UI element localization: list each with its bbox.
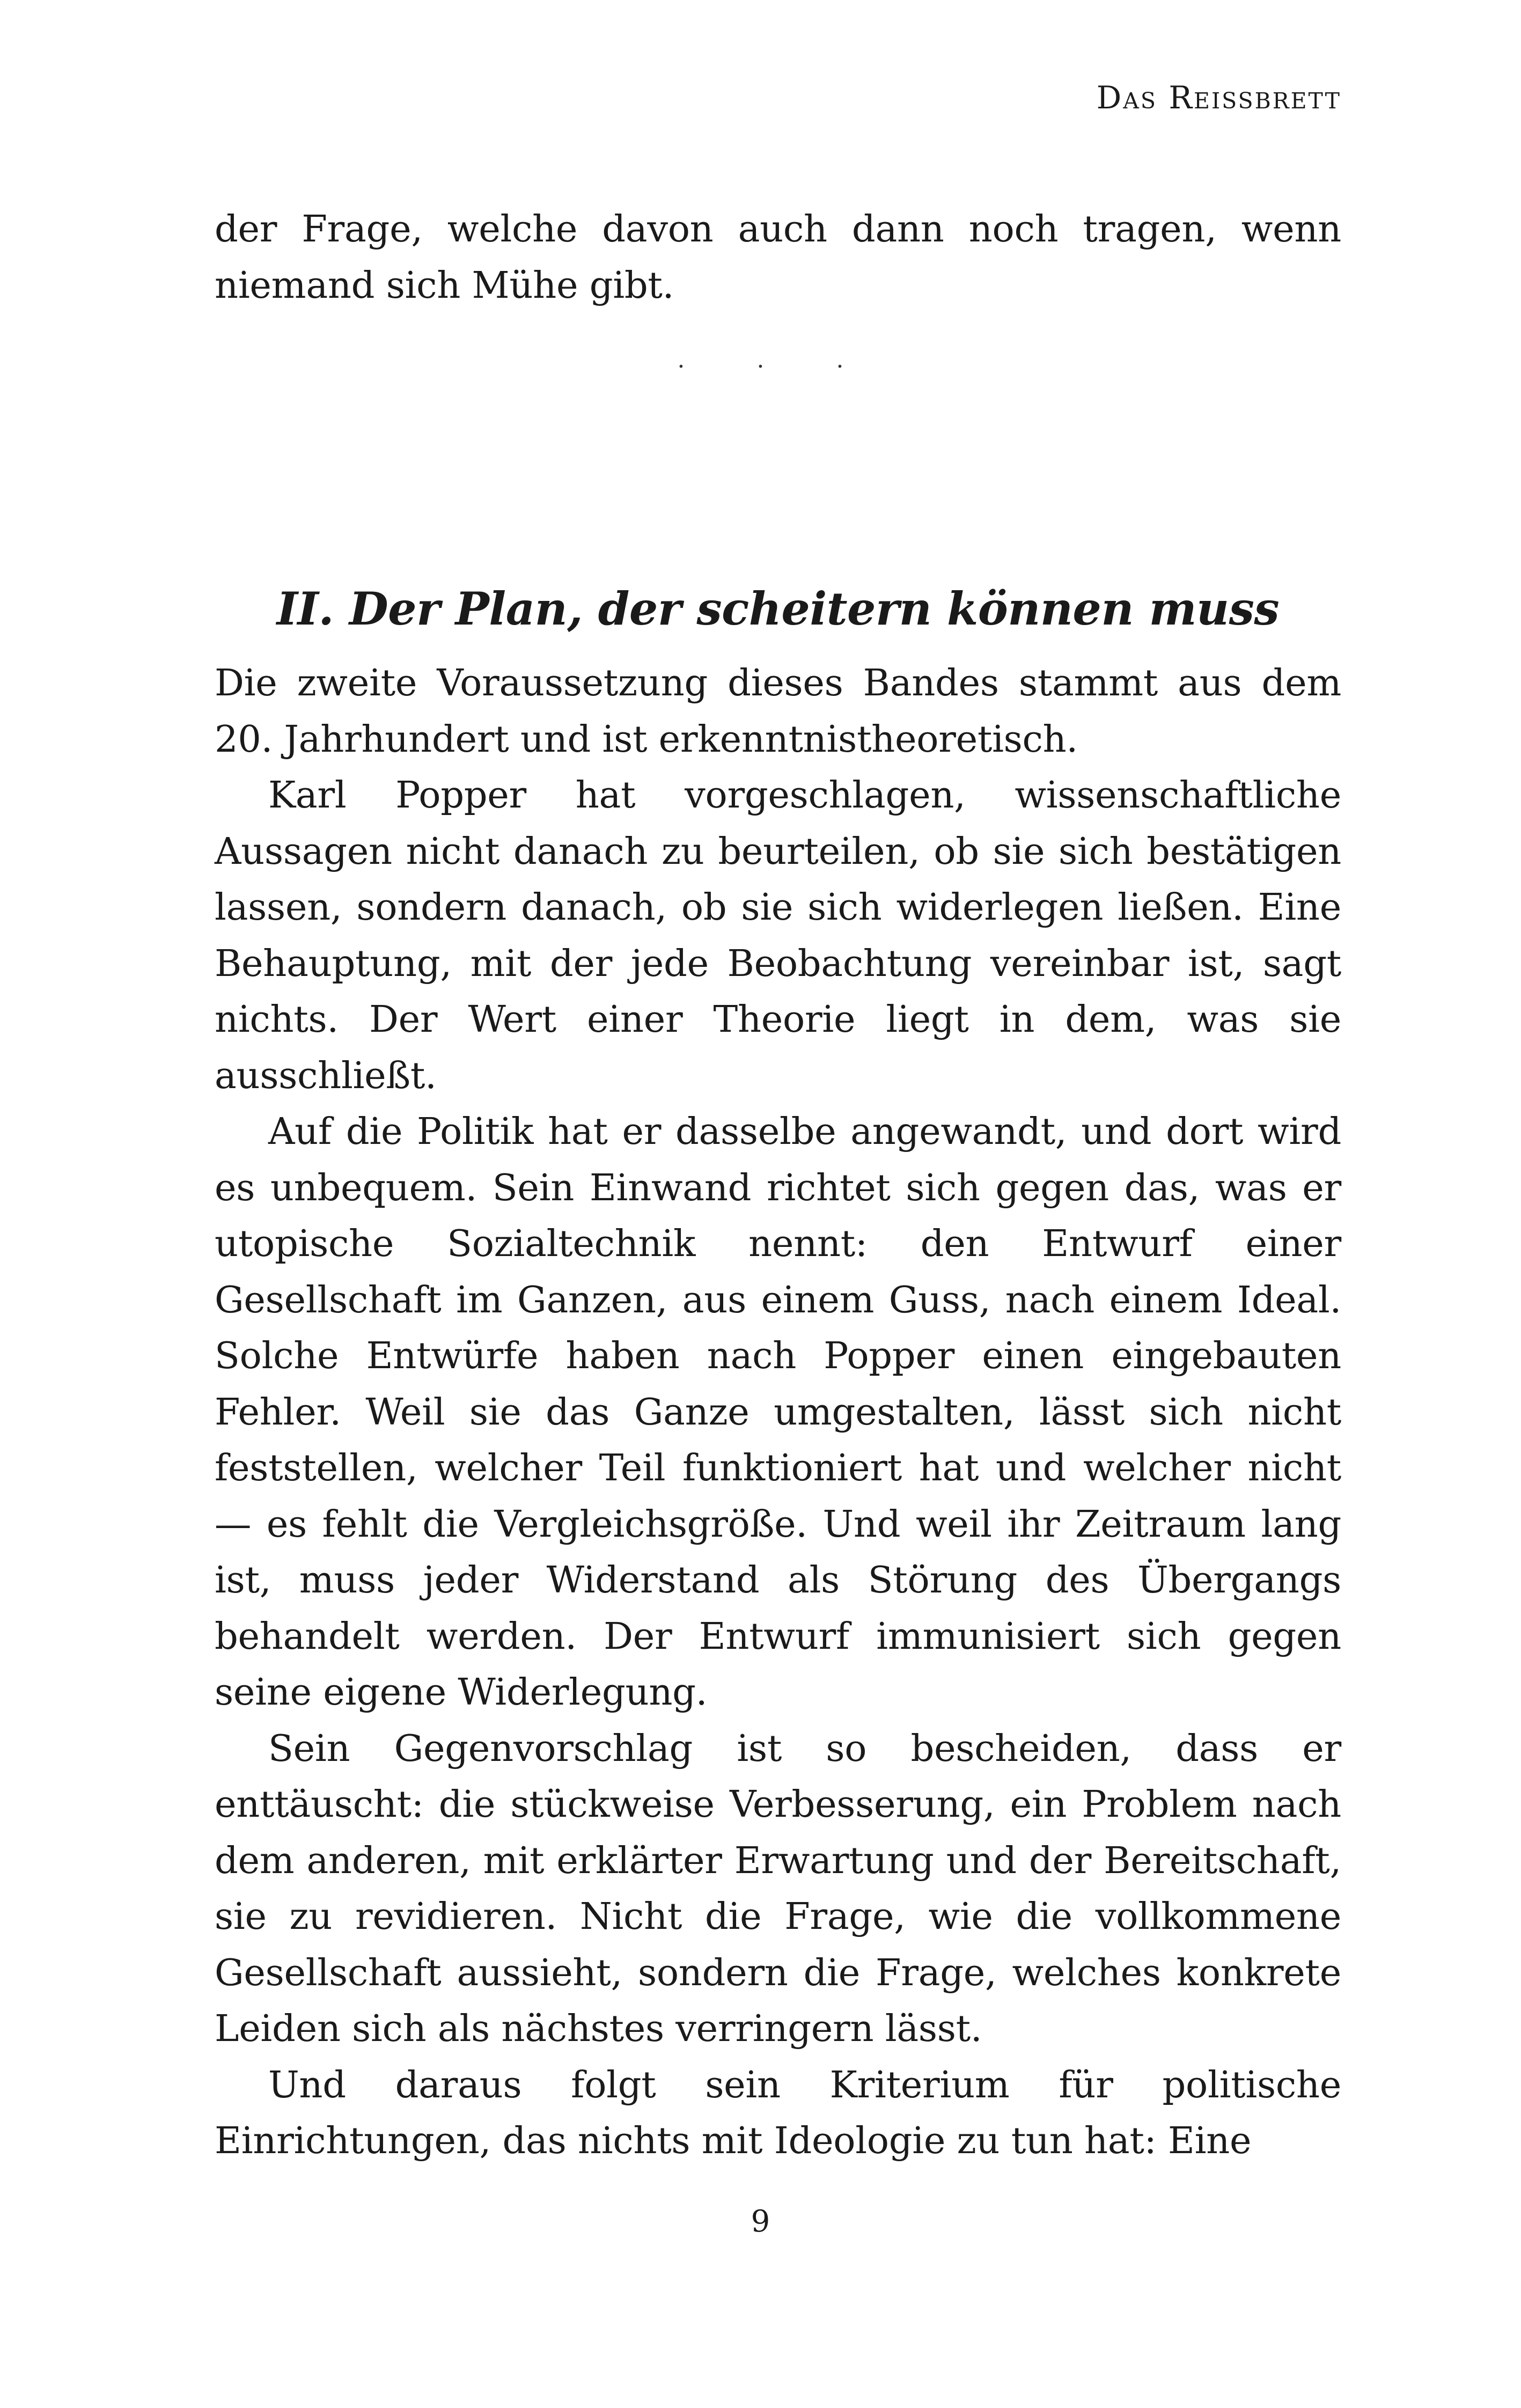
section-separator: · · · <box>677 353 876 380</box>
paragraph: Sein Gegenvorschlag ist so bescheiden, dass er enttäuscht: die stückweise Verbesserung, ein Problem nach dem anderen, mit erklärter Erwartung und der Bereitschaft, sie zu revidieren. Nicht die Frage, wie die vollkommene Gesellschaft aussieht, sondern die Frage, welches konkrete Leiden sich als nächstes verringern lässt. <box>215 1727 1341 2050</box>
paragraph: Auf die Politik hat er dasselbe angewandt, und dort wird es unbequem. Sein Einwand richtet sich gegen das, was er utopische Sozialtechnik nennt: den Entwurf einer Gesellschaft im Ganzen, aus einem Guss, nach einem Ideal. Solche Entwürfe haben nach Popper einen eingebauten Fehler. Weil sie das Ganze umgestalten, lässt sich nicht feststellen, welcher Teil funktioniert hat und welcher nicht — es fehlt die Vergleichsgröße. Und weil ihr Zeitraum lang ist, muss jeder Widerstand als Störung des Übergangs behandelt werden. Der Entwurf immunisiert sich gegen seine eigene Widerlegung. <box>215 1110 1341 1714</box>
page-number: 9 <box>751 2204 770 2239</box>
running-head: Das Reissbrett <box>1096 79 1341 116</box>
section-body <box>215 655 1341 2169</box>
continuation-paragraph: der Frage, welche davon auch dann noch tragen, wenn niemand sich Mühe gibt. <box>215 208 1341 307</box>
continuation-text-block <box>215 201 1341 313</box>
paragraph: Die zweite Voraussetzung dieses Bandes stammt aus dem 20. Jahrhundert und ist erkenntnistheoretisch. <box>215 662 1341 761</box>
section-heading: II. Der Plan, der scheitern können muss <box>276 582 1280 635</box>
paragraph: Karl Popper hat vorgeschlagen, wissenschaftliche Aussagen nicht danach zu beurteilen, ob sie sich bestätigen lassen, sondern danach, ob sie sich widerlegen ließen. Eine Behauptung, mit der jede Beobachtung vereinbar ist, sagt nichts. Der Wert einer Theorie liegt in dem, was sie ausschließt. <box>215 774 1341 1097</box>
paragraph: Und daraus folgt sein Kriterium für politische Einrichtungen, das nichts mit Ideologie zu tun hat: Eine <box>215 2063 1341 2162</box>
